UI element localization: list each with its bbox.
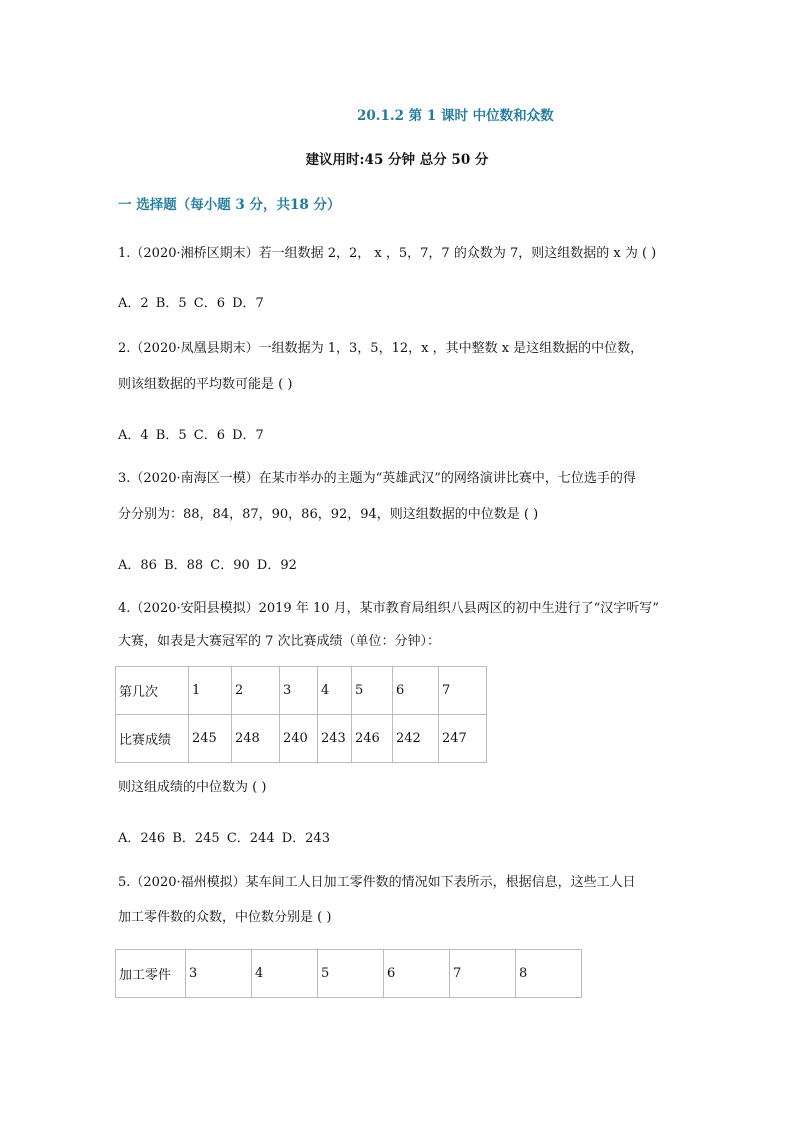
question-5-line-1: 5.（2020·福州模拟）某车间工人日加工零件数的情况如下表所示，根据信息，这些工人日 bbox=[118, 875, 636, 890]
question-2-line-2: 则该组数据的平均数可能是 ( ) bbox=[118, 377, 293, 392]
question-2-line-1: 2.（2020·凤凰县期末）一组数据为 1，3，5，12，x ，其中整数 x 是这组数据的中位数， bbox=[118, 341, 644, 356]
table-cell: 246 bbox=[352, 715, 393, 763]
question-3-options: A．86 B．88 C．90 D．92 bbox=[118, 558, 297, 573]
table-row bbox=[116, 950, 582, 998]
table-cell: 加工零件 bbox=[116, 950, 186, 998]
table-cell: 6 bbox=[393, 667, 439, 715]
question-4-prompt: 则这组成绩的中位数为 ( ) bbox=[118, 780, 267, 795]
table-cell: 8 bbox=[516, 950, 582, 998]
table-cell: 2 bbox=[232, 667, 280, 715]
section-title: 一 选择题（每小题 3 分，共18 分） bbox=[118, 197, 341, 213]
table-cell: 7 bbox=[439, 667, 487, 715]
table-cell: 3 bbox=[280, 667, 318, 715]
question-3-line-1: 3.（2020·南海区一模）在某市举办的主题为“英雄武汉”的网络演讲比赛中，七位选手的得 bbox=[118, 471, 636, 486]
question-1-options: A．2 B．5 C．6 D．7 bbox=[118, 296, 264, 311]
parts-table bbox=[115, 949, 582, 998]
table-cell: 240 bbox=[280, 715, 318, 763]
table-cell: 5 bbox=[352, 667, 393, 715]
table-row bbox=[116, 715, 487, 763]
question-4-line-2: 大赛，如表是大赛冠军的 7 次比赛成绩（单位：分钟）： bbox=[118, 634, 441, 649]
time-and-score: 建议用时:45 分钟 总分 50 分 bbox=[305, 152, 489, 168]
table-cell: 4 bbox=[252, 950, 318, 998]
table-cell: 6 bbox=[384, 950, 450, 998]
table-cell: 243 bbox=[318, 715, 352, 763]
question-3-line-2: 分分别为：88，84，87，90，86，92，94，则这组数据的中位数是 ( ) bbox=[118, 507, 539, 522]
question-1-line-1: 1.（2020·湘桥区期末）若一组数据 2，2， x ，5，7，7 的众数为 7，则这组数据的 x 为 ( ) bbox=[118, 246, 657, 261]
score-table bbox=[115, 666, 487, 763]
table-cell: 245 bbox=[189, 715, 232, 763]
page-title: 20.1.2 第 1 课时 中位数和众数 bbox=[357, 108, 554, 124]
table-cell: 1 bbox=[189, 667, 232, 715]
table-cell: 3 bbox=[186, 950, 252, 998]
table-cell: 242 bbox=[393, 715, 439, 763]
table-cell: 247 bbox=[439, 715, 487, 763]
question-4-options: A．246 B．245 C．244 D．243 bbox=[118, 831, 330, 846]
table-row bbox=[116, 667, 487, 715]
table-cell: 第几次 bbox=[116, 667, 189, 715]
question-5-line-2: 加工零件数的众数，中位数分别是 ( ) bbox=[118, 910, 332, 925]
table-cell: 7 bbox=[450, 950, 516, 998]
question-4-line-1: 4.（2020·安阳县模拟）2019 年 10 月，某市教育局组织八县两区的初中生进行了“汉字听写” bbox=[118, 601, 659, 616]
table-cell: 248 bbox=[232, 715, 280, 763]
table-cell: 5 bbox=[318, 950, 384, 998]
table-cell: 比赛成绩 bbox=[116, 715, 189, 763]
question-2-options: A．4 B．5 C．6 D．7 bbox=[118, 428, 264, 443]
table-cell: 4 bbox=[318, 667, 352, 715]
